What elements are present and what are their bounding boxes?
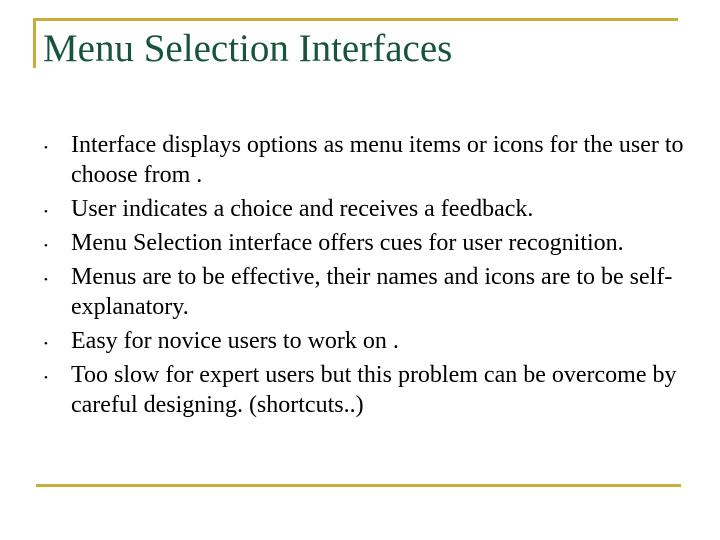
- bullet-dot-icon: •: [44, 274, 48, 286]
- bullet-text: Easy for novice users to work on .: [71, 328, 399, 354]
- bullet-item: [44, 194, 684, 224]
- bullet-text: Menu Selection interface offers cues for user recognition.: [71, 230, 624, 256]
- bullet-text: Interface displays options as menu items or icons for the user to choose from .: [71, 132, 684, 188]
- bullet-dot-icon: •: [44, 142, 48, 154]
- bullet-item: [44, 228, 684, 258]
- title-frame-left-rule: [33, 18, 36, 68]
- bullet-text: Menus are to be effective, their names and icons are to be self-explanatory.: [71, 264, 673, 320]
- bullet-dot-icon: •: [44, 338, 48, 350]
- bullet-dot-icon: •: [44, 240, 48, 252]
- bullet-item: [44, 262, 684, 322]
- bullet-item: [44, 326, 684, 356]
- footer-rule: [36, 484, 681, 487]
- bullet-dot-icon: •: [44, 206, 48, 218]
- title-frame-top-rule: [33, 18, 678, 21]
- bullet-text: User indicates a choice and receives a feedback.: [71, 196, 534, 222]
- bullet-dot-icon: •: [44, 372, 48, 384]
- bullet-text: Too slow for expert users but this problem can be overcome by careful designing. (shortcuts..): [71, 362, 677, 418]
- bullet-list: [44, 130, 684, 424]
- bullet-item: [44, 130, 684, 190]
- bullet-item: [44, 360, 684, 420]
- slide-title: Menu Selection Interfaces: [43, 27, 453, 70]
